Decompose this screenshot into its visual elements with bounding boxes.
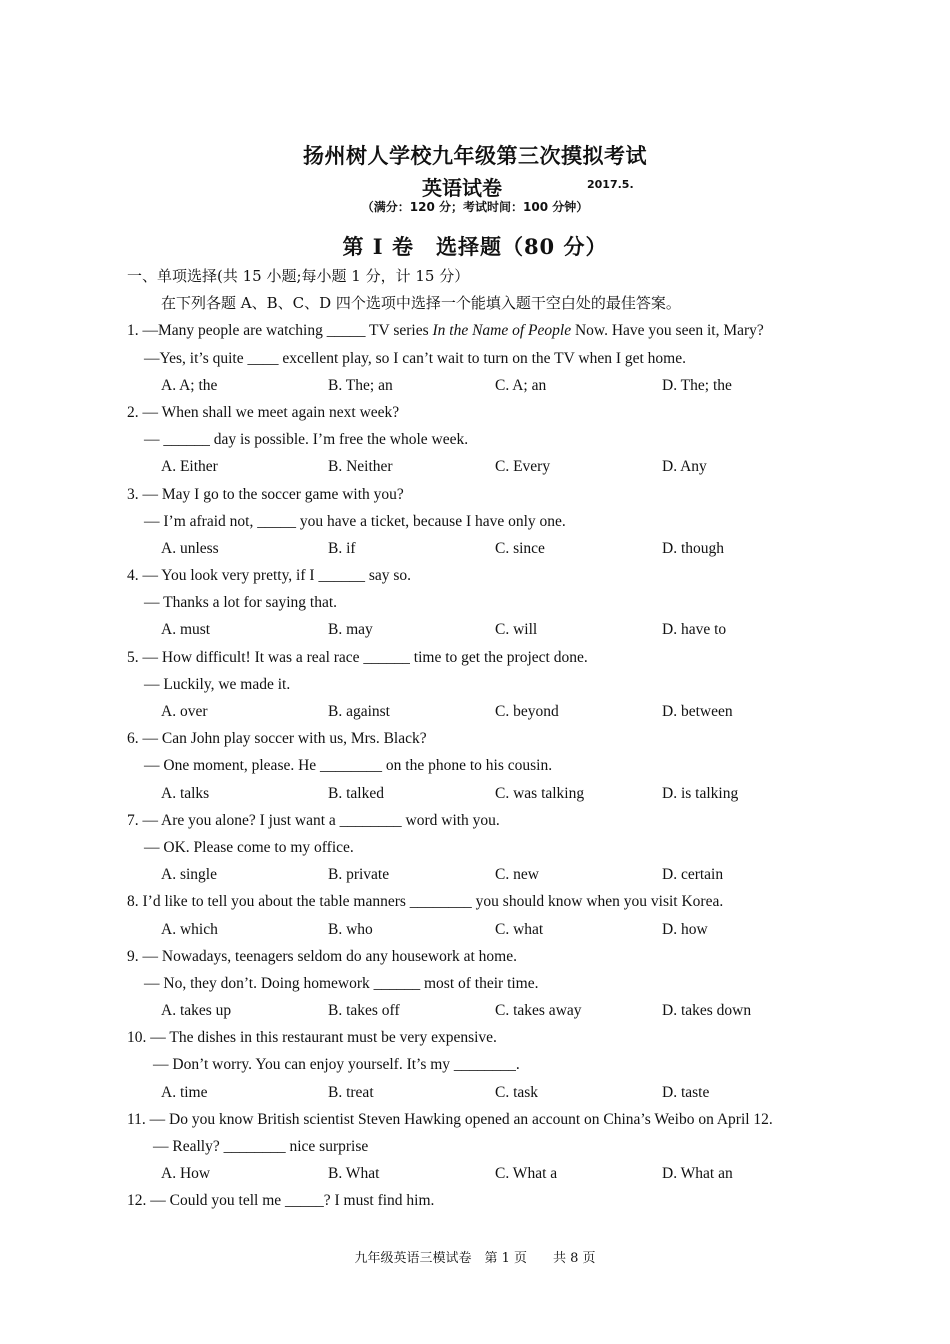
- question-4-reply: ― Thanks a lot for saying that.: [144, 594, 338, 612]
- question-8-stem: 8. I’d like to tell you about the table manners ________ you should know when you visit Korea.: [127, 893, 724, 911]
- option-b: B. Neither: [328, 458, 393, 476]
- question-6-options: [127, 780, 847, 807]
- option-a: A. single: [161, 866, 217, 884]
- page-footer: 九年级英语三模试卷 第 1 页 共 8 页: [354, 1251, 596, 1266]
- question-9-stem: 9. — Nowadays, teenagers seldom do any housework at home.: [127, 947, 517, 965]
- option-d: D. though: [662, 539, 724, 557]
- question-10-options: [127, 1079, 847, 1106]
- question-11-options: [127, 1160, 847, 1187]
- option-c: C. was talking: [495, 784, 585, 802]
- option-c: C. beyond: [495, 703, 559, 720]
- question-2-stem: 2. — When shall we meet again next week?: [127, 403, 400, 421]
- exam-date: 2017.5.: [587, 178, 634, 191]
- question-1-options: [127, 372, 847, 399]
- option-c: C. what: [495, 920, 544, 938]
- question-7-reply: — OK. Please come to my office.: [144, 838, 354, 856]
- option-a: A. unless: [161, 539, 219, 557]
- question-11-reply: — Really? ________ nice surprise: [153, 1138, 369, 1155]
- question-9-reply: — No, they don’t. Doing homework ______ most of their time.: [144, 974, 539, 992]
- question-11-stem: 11. — Do you know British scientist Steven Hawking opened an account on China’s Weibo on April 12.: [127, 1110, 773, 1128]
- question-4-stem: 4. ― You look very pretty, if I ______ say so.: [127, 567, 412, 585]
- question-7-options: [127, 861, 847, 888]
- option-b: B. treat: [328, 1083, 374, 1101]
- section-heading: 一、单项选择(共 15 小题;每小题 1 分，计 15 分）: [127, 267, 470, 285]
- option-c: C. since: [495, 539, 545, 557]
- section-instructions: 在下列各题 A、B、C、D 四个选项中选择一个能填入题干空白处的最佳答案。: [161, 294, 681, 313]
- option-b: B. against: [328, 703, 390, 720]
- option-a: A. Either: [161, 458, 218, 476]
- option-b: B. if: [328, 539, 356, 557]
- option-a: A. must: [161, 621, 211, 639]
- option-d: D. taste: [662, 1083, 710, 1101]
- question-12-stem: 12. — Could you tell me _____? I must find him.: [127, 1192, 435, 1210]
- question-1-series-title: In the Name of People: [432, 322, 572, 340]
- option-b: B. private: [328, 866, 390, 884]
- subtitle-row: [422, 172, 634, 200]
- option-c: C. new: [495, 866, 539, 884]
- option-c: C. task: [495, 1083, 539, 1101]
- option-c: C. A; an: [495, 376, 547, 394]
- option-b: B. may: [328, 621, 373, 639]
- option-d: D. have to: [662, 621, 727, 639]
- subject-title: 英语试卷: [422, 176, 502, 200]
- question-1-stem-part: 1. —Many people are watching _____ TV series: [127, 322, 433, 340]
- option-b: B. who: [328, 920, 373, 938]
- option-c: C. will: [495, 621, 538, 639]
- option-d: D. between: [662, 703, 733, 720]
- option-a: A. How: [161, 1165, 211, 1183]
- question-9-options: [127, 997, 847, 1024]
- option-d: D. certain: [662, 866, 724, 884]
- question-list: [127, 263, 847, 1215]
- option-a: A. A; the: [161, 376, 218, 394]
- option-a: A. takes up: [161, 1002, 232, 1020]
- option-d: D. The; the: [662, 376, 732, 394]
- question-3-reply: — I’m afraid not, _____ you have a ticket, because I have only one.: [144, 512, 566, 530]
- question-3-stem: 3. — May I go to the soccer game with you?: [127, 485, 404, 503]
- question-10-stem: 10. ― The dishes in this restaurant must be very expensive.: [127, 1029, 497, 1047]
- option-d: D. What an: [662, 1165, 733, 1183]
- option-b: B. What: [328, 1165, 380, 1183]
- score-info: （满分：120 分；考试时间：100 分钟）: [361, 200, 589, 214]
- question-5-stem: 5. — How difficult! It was a real race ______ time to get the project done.: [127, 648, 588, 666]
- question-2-reply: — ______ day is possible. I’m free the whole week.: [144, 431, 469, 449]
- question-7-stem: 7. — Are you alone? I just want a ________ word with you.: [127, 811, 500, 829]
- option-b: B. takes off: [328, 1002, 400, 1020]
- question-6-reply: — One moment, please. He ________ on the phone to his cousin.: [144, 757, 553, 775]
- option-d: D. is talking: [662, 784, 739, 802]
- option-b: B. The; an: [328, 376, 393, 394]
- option-d: D. takes down: [662, 1002, 752, 1020]
- option-d: D. how: [662, 920, 708, 938]
- question-6-stem: 6. — Can John play soccer with us, Mrs. Black?: [127, 730, 427, 748]
- option-c: C. Every: [495, 458, 551, 476]
- option-d: D. Any: [662, 458, 707, 476]
- option-b: B. talked: [328, 784, 384, 802]
- exam-title: 扬州树人学校九年级第三次摸拟考试: [303, 144, 647, 168]
- part-title: 第 I 卷 选择题（80 分）: [342, 234, 608, 259]
- option-c: C. takes away: [495, 1002, 582, 1020]
- option-a: A. time: [161, 1083, 208, 1101]
- question-1-stem-part: Now. Have you seen it, Mary?: [571, 322, 764, 340]
- option-a: A. over: [161, 703, 208, 720]
- question-1-reply: —Yes, it’s quite ____ excellent play, so I can’t wait to turn on the TV when I get home.: [144, 349, 686, 367]
- question-10-reply: ― Don’t worry. You can enjoy yourself. It’s my ________.: [153, 1056, 520, 1074]
- option-a: A. which: [161, 920, 218, 938]
- question-8-options: [127, 916, 847, 943]
- option-c: C. What a: [495, 1165, 558, 1183]
- question-2-options: [127, 453, 847, 480]
- option-a: A. talks: [161, 784, 210, 802]
- question-5-options: [127, 698, 847, 725]
- question-5-reply: — Luckily, we made it.: [144, 675, 291, 693]
- question-3-options: [127, 535, 847, 562]
- question-4-options: [127, 616, 847, 643]
- question-1-stem: [127, 317, 847, 344]
